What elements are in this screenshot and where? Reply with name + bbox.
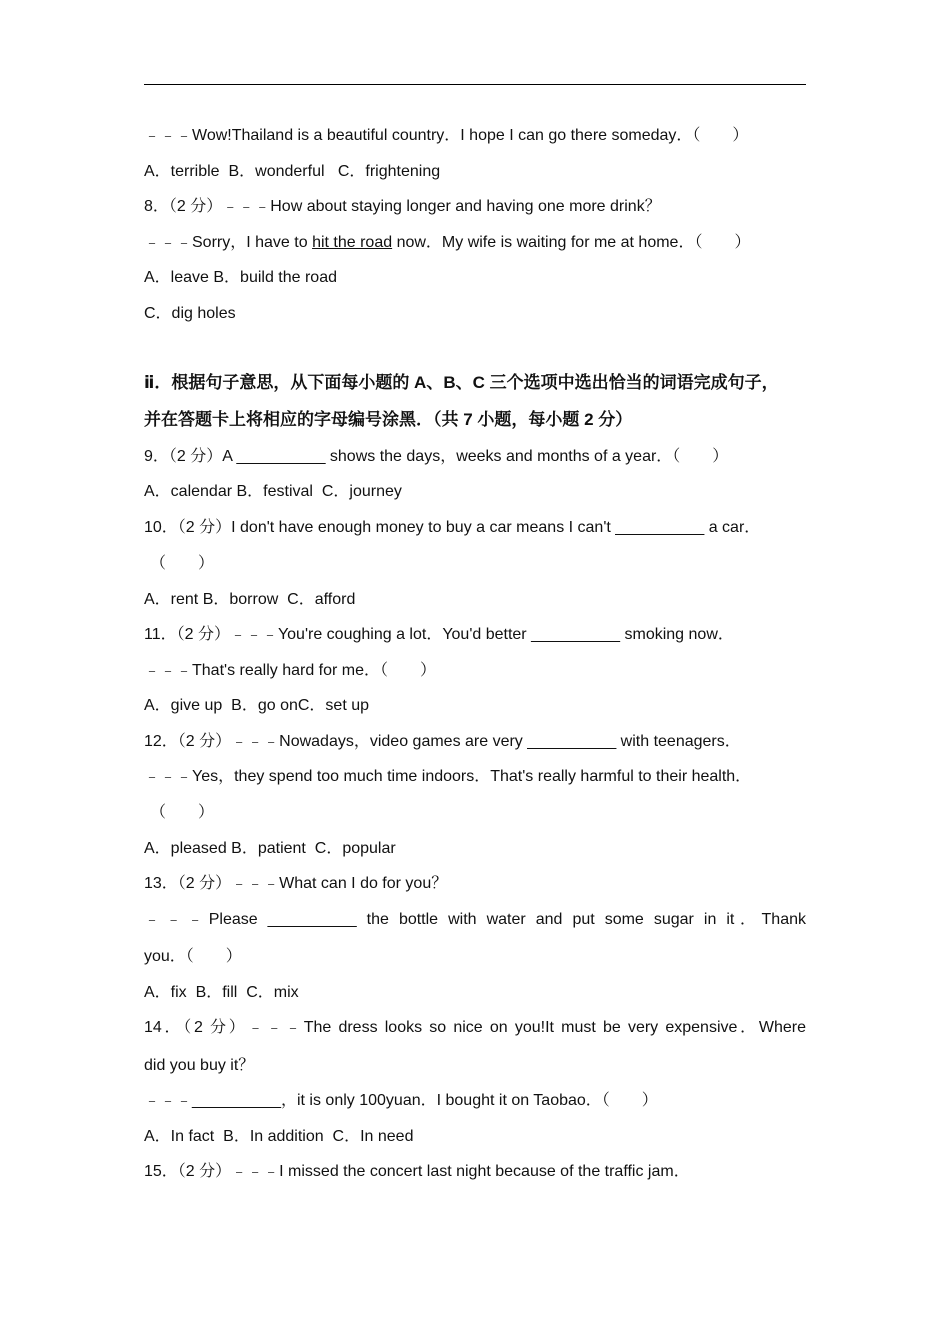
section-ii-heading-line2: 并在答题卡上将相应的字母编号涂黑．（共 7 小题，每小题 2 分） <box>144 410 633 429</box>
q10-stem-line1: 10．（2 分）I don't have enough money to buy a car means I can't __________ a car． <box>144 519 761 536</box>
q8-reply-before: ﹣﹣﹣Sorry，I have to <box>144 234 313 251</box>
q12-reply-line1: ﹣﹣﹣Yes，they spend too much time indoors．That's really harmful to their health． <box>144 768 752 785</box>
q11-reply: ﹣﹣﹣That's really hard for me．（ ） <box>144 662 437 679</box>
q11-stem: 11．（2 分）﹣﹣﹣You're coughing a lot．You'd better __________ smoking now． <box>144 626 734 643</box>
section-ii-heading-line1: ⅱ．根据句子意思，从下面每小题的 A、B、C 三个选项中选出恰当的词语完成句子， <box>144 373 779 392</box>
q12-reply-line2: （ ） <box>150 804 215 821</box>
q13-options: A．fix B．fill C．mix <box>144 984 299 1001</box>
q11-options: A．give up B．go onC．set up <box>144 697 370 714</box>
q9-stem: 9．（2 分）A __________ shows the days，weeks and months of a year．（ ） <box>144 448 729 465</box>
q9-options: A．calendar B．festival C．journey <box>144 483 402 500</box>
q13-stem: 13．（2 分）﹣﹣﹣What can I do for you？ <box>144 875 448 892</box>
q7-reply: ﹣﹣﹣Wow!Thailand is a beautiful country．I hope I can go there someday．（ ） <box>144 127 749 144</box>
q14-options: A．In fact B．In addition C．In need <box>144 1128 414 1145</box>
header-rule <box>144 84 806 85</box>
q8-reply <box>144 233 750 253</box>
q12-options: A．pleased B．patient C．popular <box>144 840 396 857</box>
q7-options: A．terrible B．wonderful C．frightening <box>144 163 441 180</box>
q8-stem: 8．（2 分）﹣﹣﹣How about staying longer and having one more drink？ <box>144 198 661 215</box>
q10-stem-line2: （ ） <box>150 555 215 572</box>
q14-stem-line2: did you buy it？ <box>144 1057 255 1074</box>
q13-reply-line1: ﹣﹣﹣Please __________ the bottle with water and put some sugar in it．Thank <box>144 911 806 928</box>
q8-reply-underlined-phrase: hit the road <box>312 234 393 251</box>
q14-stem-line1: 14．（2 分）﹣﹣﹣The dress looks so nice on you!It must be very expensive．Where <box>144 1019 806 1036</box>
q8-reply-after: now．My wife is waiting for me at home．（ ） <box>392 234 751 251</box>
q8-options-line1: A．leave B．build the road <box>144 269 338 286</box>
q14-reply: ﹣﹣﹣__________，it is only 100yuan．I bought it on Taobao．（ ） <box>144 1092 658 1109</box>
q10-options: A．rent B．borrow C．afford <box>144 591 356 608</box>
q12-stem: 12．（2 分）﹣﹣﹣Nowadays，video games are very __________ with teenagers． <box>144 733 741 750</box>
q15-stem: 15．（2 分）﹣﹣﹣I missed the concert last night because of the traffic jam． <box>144 1163 690 1180</box>
q8-options-line2: C．dig holes <box>144 305 236 322</box>
q13-reply-line2: you．（ ） <box>144 948 242 965</box>
